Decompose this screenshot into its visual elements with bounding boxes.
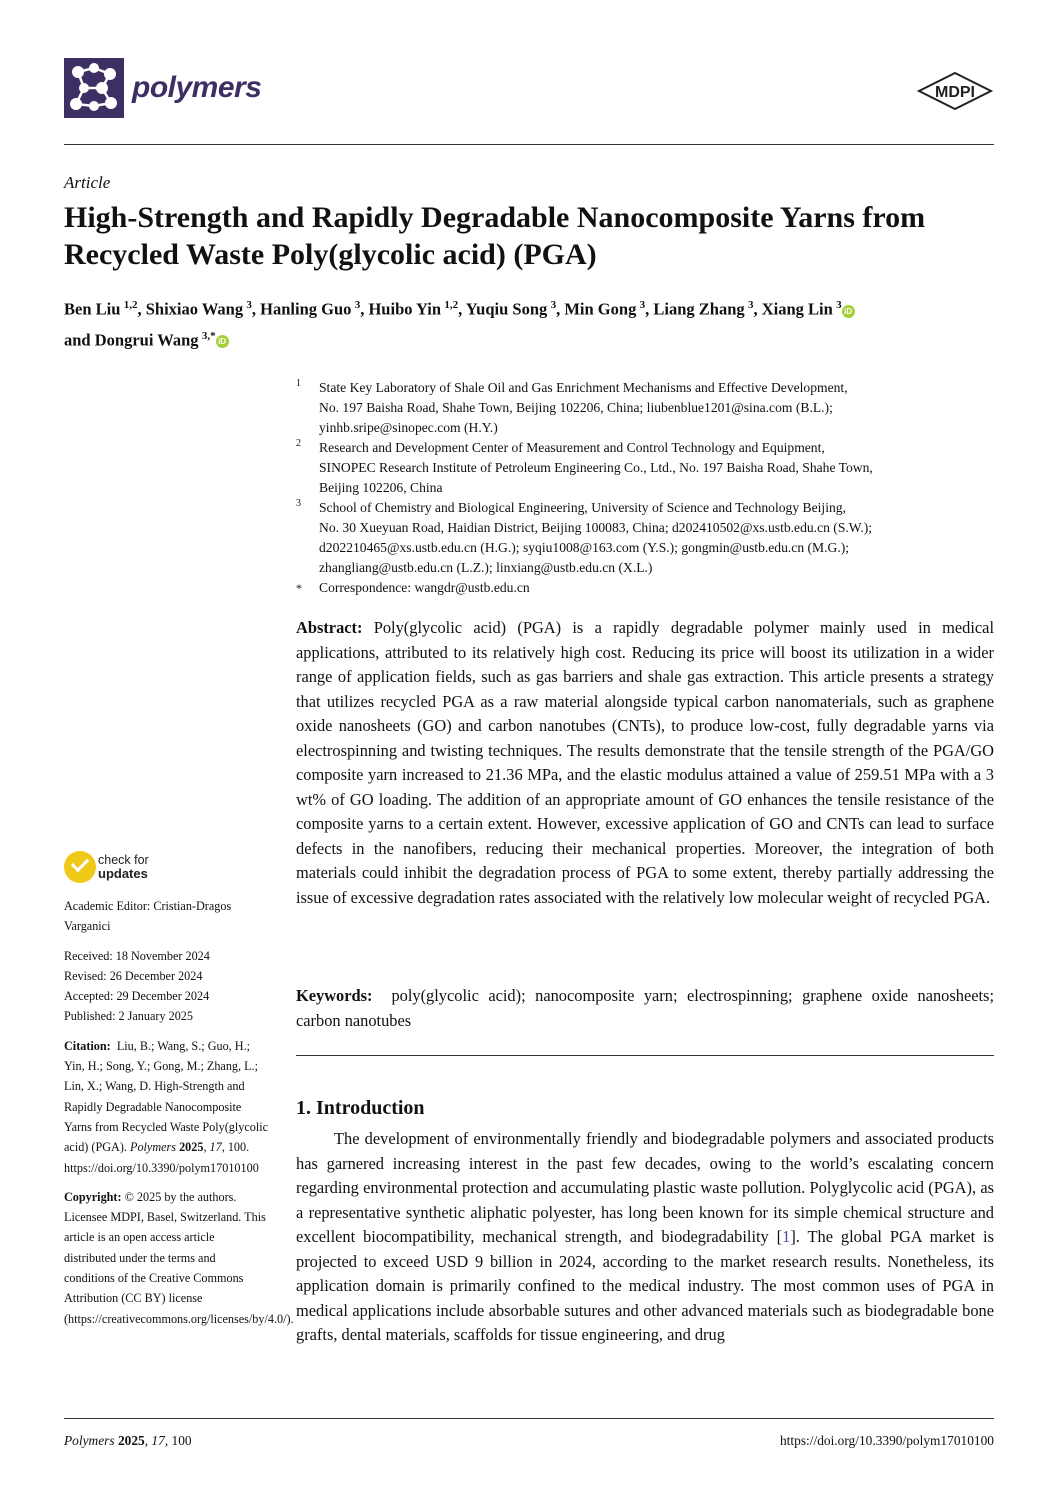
citation-link[interactable]: 1 [782,1227,791,1246]
abstract-text: Poly(glycolic acid) (PGA) is a rapidly degradable polymer mainly used in medical applications, attributed to its relatively high cost. Reducing its price will boost its utilization in a wider range of application fields, such as gas barriers and shale gas extraction. This article presents a strategy that utilizes recycled PGA as a raw material alongside typical carbon nanomaterials, such as graphene oxide nanosheets (GO) and carbon nanotubes (CNTs), to produce low-cost, fully degradable yarns via electrospinning and twisting techniques. The results demonstrate that the tensile strength of the PGA/GO composite yarn increased to 21.36 MPa, and the elastic modulus attained a value of 259.51 MPa with a 3 wt% of GO loading. The addition of an appropriate amount of GO enhances the tensile resistance of the composite yarns to a certain extent. However, excessive application of GO and CNTs can lead to surface defects in the nanofibers, reducing their mechanical properties. Moreover, the integration of both materials could inhibit the degradation process of PGA to some extent, thereby partially addressing the issue of excessive degradation rates associated with the relatively low molecular weight of recycled PGA. [296,618,994,907]
footer-divider [64,1418,994,1419]
affiliation-3: 3 School of Chemistry and Biological Engineering, University of Science and Technology Beijing, No. 30 Xueyuan Road, Haidian District, Beijing 100083, China; d202410502@xs.ustb.edu.cn (S.W.); d202210465@xs.ustb.edu.cn (H.G.); syqiu1008@163.com (Y.S.); gongmin@ustb.edu.cn (M.G.); zhangliang@ustb.edu.cn (L.Z.); linxiang@ustb.edu.cn (X.L.) [296,498,873,575]
citation: Citation: Liu, B.; Wang, S.; Guo, H.; Yin, H.; Song, Y.; Gong, M.; Zhang, L.; Lin, X.; Wang, D. High-Strength and Rapidly Degradable Nanocomposite Yarns from Recycled Waste Poly(glycolic acid) (PGA). Polymers 2025, 17, 100. https://doi.org/10.3390/polym17010100 [64,1038,269,1175]
author: and Dongrui Wang [64,330,199,349]
author-list: Ben Liu $^{1,2}$, Shixiao Wang $^3$, Hanling Guo $^3$, Huibo Yin $^{1,2}$, Yuqiu Song $^3$, Min Gong $^3$, Liang Zhang $^3$, Xiang Lin $^3$ iD and Dongrui Wang $^{3,*}$ iD [64,292,1004,353]
paper-title: High-Strength and Rapidly Degradable Nanocomposite Yarns from Recycled Waste Poly(glycolic acid) (PGA) [64,201,926,271]
affiliation-1: 1 State Key Laboratory of Shale Oil and Gas Enrichment Mechanisms and Effective Development, No. 197 Baisha Road, Shahe Town, Beijing 102206, China; liubenblue1201@sina.com (B.L.); yinhb.sripe@sinopec.com (H.Y.) [296,378,848,435]
section-heading: 1. Introduction [296,1097,425,1119]
article-type: Article [64,173,111,192]
author: Xiang Lin [761,299,833,319]
mdpi-logo-text: MDPI [935,84,975,101]
mdpi-logo-icon [917,72,993,110]
abstract-label: Abstract: [296,618,363,637]
abstract-divider [296,1055,994,1056]
author: Hanling Guo [260,299,352,319]
keywords-label: Keywords: [296,986,373,1005]
affiliation-2: 2 Research and Development Center of Measurement and Control Technology and Equipment, SINOPEC Research Institute of Petroleum Engineering Co., Ltd., No. 197 Baisha Road, Shahe Town, Beijing 102206, China [296,438,873,495]
author: Shixiao Wang [145,299,244,319]
received-date: Received: 18 November 2024 [64,948,210,963]
check-badge-icon [64,851,96,883]
abstract [296,616,994,910]
footer-doi-link[interactable]: https://doi.org/10.3390/polym17010100 [779,1433,994,1448]
author: Huibo Yin [368,299,442,319]
journal-name: polymers [132,71,262,104]
orcid-icon[interactable]: iD [216,335,229,348]
revised-date: Revised: 26 December 2024 [64,968,203,983]
author: Ben Liu [64,299,121,319]
header-divider [64,144,994,145]
article-info-sidebar [64,896,294,1329]
accepted-date: Accepted: 29 December 2024 [64,989,210,1004]
keywords [296,984,994,1033]
academic-editor: Academic Editor: Cristian-Dragos Varganici [64,899,232,934]
copyright: Copyright: © 2025 by the authors. Licensee MDPI, Basel, Switzerland. This article is an open access article distributed under the terms and conditions of the Creative Commons Attribution (CC BY) license (https://creativecommons.org/licenses/by/4.0/). [64,1189,294,1326]
introduction-paragraph: The development of environmentally friendly and biodegradable polymers and associated products has garnered increasing interest in the past few decades, owing to the world’s escalating concern regarding environmental protection and accumulating plastic waste pollution. Polyglycolic acid (PGA), as a representative synthetic aliphatic polyester, has long been known for its simple chemical structure and excellent biocompatibility, mechanical strength, and biodegradability [1]. The global PGA market is projected to exceed USD 9 billion in 2024, according to the market research results. Nonetheless, its application domain is primarily confined to the medical industry. The most common uses of PGA in medical applications include absorbable sutures and other advanced materials such as biodegradable bone grafts, dental materials, scaffolds for tissue engineering, and drug [296,1129,994,1344]
correspondence: * Correspondence: wangdr@ustb.edu.cn [296,580,530,595]
journal-logo-icon [64,58,124,118]
author: Yuqiu Song [465,299,548,319]
check-for-updates-button[interactable]: check for updates [64,851,174,887]
keywords-text: poly(glycolic acid); nanocomposite yarn; electrospinning; graphene oxide nanosheets; carbon nanotubes [296,986,994,1030]
orcid-icon[interactable]: iD [842,305,855,318]
author: Min Gong [564,299,637,319]
published-date: Published: 2 January 2025 [64,1009,193,1024]
footer-citation: Polymers 2025, 17, 100 [64,1433,192,1448]
author: Liang Zhang [653,299,745,319]
affiliations [296,378,996,598]
